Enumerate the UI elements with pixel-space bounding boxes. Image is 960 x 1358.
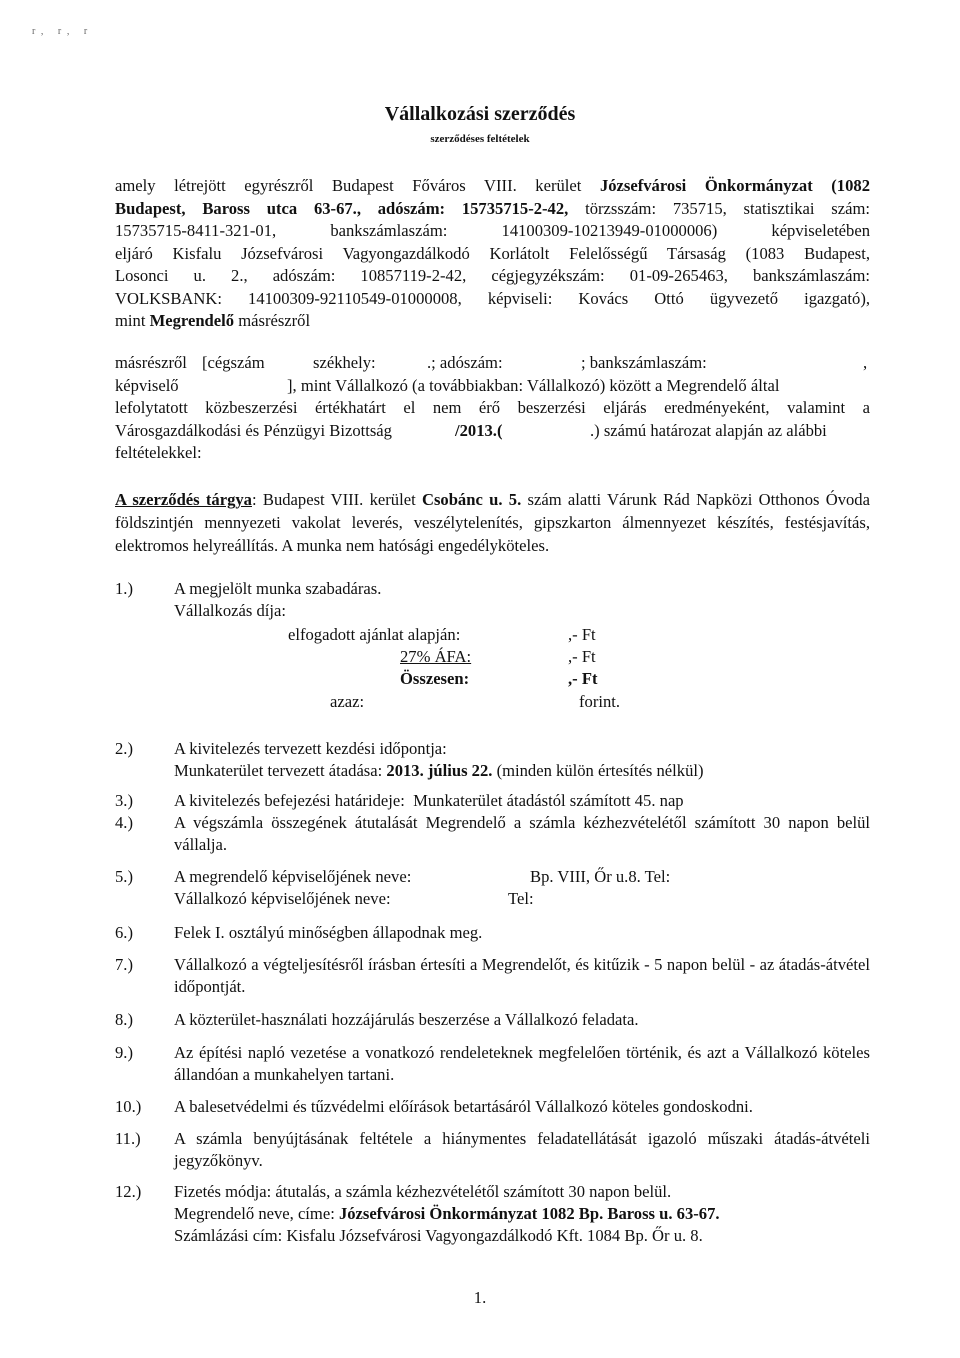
fee-words-label: azaz: — [330, 692, 365, 711]
fee-heading: Vállalkozás díja: — [174, 601, 286, 620]
fee-vat-value: ,- Ft — [568, 647, 596, 666]
party2-line-2: képviselő ], mint Vállalkozó (a továbbiakban: Vállalkozó) között a Megrendelő által — [115, 375, 780, 395]
fee-total-value: ,- Ft — [568, 669, 598, 688]
item-7-number: 7.) — [115, 955, 133, 974]
scan-corner-marks: r, r, r — [32, 26, 94, 37]
item-7-text: Vállalkozó a végteljesítésről írásban értesíti a Megrendelőt, és kitűzik - 5 napon belül - az átadás-átvétel időpontját. — [174, 955, 870, 996]
item-8-text: A közterület-használati hozzájárulás beszerzése a Vállalkozó feladata. — [174, 1010, 639, 1029]
intro-line-6: VOLKSBANK: 14100309-92110549-01000008, képviseli: Kovács Ottó ügyvezető igazgató), — [115, 288, 870, 308]
item-11-number: 11.) — [115, 1129, 141, 1148]
item-4-number: 4.) — [115, 813, 133, 832]
party2-line-4: Városgazdálkodási és Pénzügyi Bizottság /2013.( .) számú határozat alapján az alábbi — [115, 420, 827, 440]
item-9-text: Az építési napló vezetése a vonatkozó rendeleteknek megfelelően történik, és azt a Vállalkozó köteles állandóan a munkahelyen tartani. — [174, 1043, 870, 1084]
item-3-number: 3.) — [115, 791, 133, 810]
intro-line-2: Budapest, Baross utca 63-67., adószám: 15735715-2-42, törzsszám: 735715, statisztikai szám: — [115, 198, 871, 218]
party2-line-3: lefolytatott közbeszerzési értékhatárt el nem érő beszerzési eljárás eredményeként, valamint a — [115, 398, 870, 417]
page-number: 1. — [473, 1288, 487, 1307]
party2-line-1: másrészről [cégszám székhely: .; adószám: ; bankszámlaszám: , — [115, 353, 868, 372]
item-5-address: Bp. VIII, Őr u.8. Tel: — [530, 867, 671, 886]
document-title: Vállalkozási szerződés — [384, 103, 576, 125]
fee-offer-value: ,- Ft — [568, 625, 596, 644]
item-8-number: 8.) — [115, 1010, 133, 1029]
item-1-number: 1.) — [115, 579, 133, 598]
item-12-billing-address: Számlázási cím: Kisfalu Józsefvárosi Vagyongazdálkodó Kft. 1084 Bp. Őr u. 8. — [174, 1226, 703, 1245]
fee-offer-label: elfogadott ajánlat alapján: — [288, 625, 461, 644]
item-6-number: 6.) — [115, 923, 133, 942]
item-12-customer: Megrendelő neve, címe: Józsefvárosi Önkormányzat 1082 Bp. Baross u. 63-67. — [174, 1204, 720, 1223]
subject-label: A szerződés tárgya — [115, 490, 252, 509]
item-11-text: A számla benyújtásának feltétele a hiánymentes feladatellátását igazoló műszaki átadás-átvételi jegyzőkönyv. — [174, 1129, 870, 1170]
item-5-number: 5.) — [115, 867, 133, 886]
item-4-text: A végszámla összegének átutalását Megrendelő a számla kézhezvételétől számított 30 napon belül vállalja. — [174, 813, 870, 854]
item-5-contractor-label: Vállalkozó képviselőjének neve: — [174, 889, 391, 908]
item-5-text: A megrendelő képviselőjének neve: — [174, 867, 412, 886]
fee-total-label: Összesen: — [400, 669, 470, 688]
intro-line-1: amely létrejött egyrészről Budapest Főváros VIII. kerület Józsefvárosi Önkormányzat (1082 — [115, 176, 870, 195]
intro-line-3: 15735715-8411-321-01, bankszámlaszám: 14100309-10213949-01000006) képviseletében — [115, 221, 870, 240]
item-10-number: 10.) — [115, 1097, 142, 1116]
intro-line-5: Losonci u. 2., adószám: 10857119-2-42, cégjegyzékszám: 01-09-265463, bankszámlaszám: — [115, 266, 870, 285]
party2-line-5: feltételekkel: — [115, 443, 202, 462]
item-10-text: A balesetvédelmi és tűzvédelmi előírások betartásáról Vállalkozó köteles gondoskodni. — [174, 1097, 753, 1116]
intro-line-4: eljáró Kisfalu Józsefvárosi Vagyongazdálkodó Korlátolt Felelősségű Társaság (1083 Budapest, — [115, 243, 870, 263]
item-2-number: 2.) — [115, 739, 133, 758]
item-2-text: A kivitelezés tervezett kezdési időpontja: — [174, 739, 447, 758]
fee-words-value: forint. — [579, 692, 621, 711]
fee-vat-label: 27% ÁFA: — [400, 647, 472, 666]
item-9-number: 9.) — [115, 1043, 133, 1062]
item-12-text: Fizetés módja: átutalás, a számla kézhezvételétől számított 30 napon belül. — [174, 1182, 672, 1201]
party2-paragraph — [115, 352, 870, 465]
document-subtitle: szerződéses feltételek — [430, 133, 530, 145]
item-6-text: Felek I. osztályú minőségben állapodnak meg. — [174, 923, 483, 942]
item-5-contractor-tel: Tel: — [508, 889, 534, 908]
contract-subject: A szerződés tárgya: Budapest VIII. kerület Csobánc u. 5. szám alatti Várunk Rád Napközi Otthonos Óvoda földszintjén mennyezeti vakolat leverés, veszélytelenítés, gipszkarton álmennyezet készítés, festésjavítás, elektromos helyreállítás. A munka nem hatósági engedélyköteles. — [115, 490, 870, 555]
fee-vat-row — [400, 646, 618, 668]
intro-paragraph — [115, 175, 870, 333]
item-2-handover: Munkaterület tervezett átadása: 2013. július 22. (minden külön értesítés nélkül) — [174, 761, 704, 780]
item-1-text: A megjelölt munka szabadáras. — [174, 579, 382, 598]
intro-line-7: mint Megrendelő másrészről — [115, 311, 311, 330]
item-3-text: A kivitelezés befejezési határideje: Munkaterület átadástól számított 45. nap — [174, 791, 684, 810]
item-12-number: 12.) — [115, 1182, 142, 1201]
